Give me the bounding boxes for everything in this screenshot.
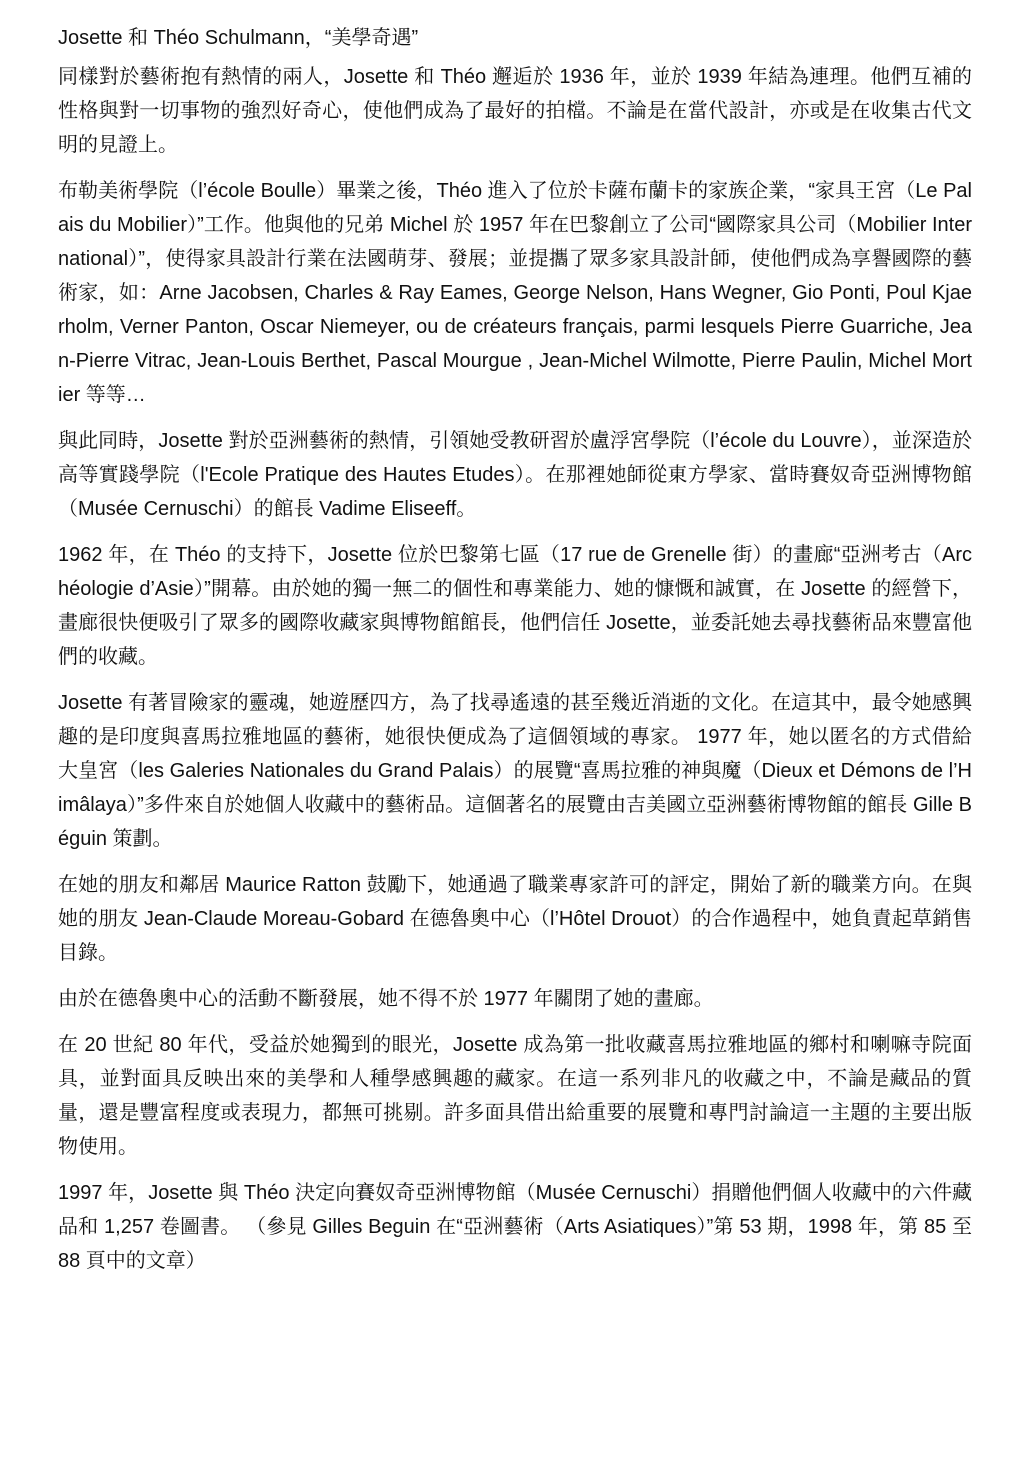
document-body [58, 20, 972, 1290]
paragraph-donation: 1997 年，Josette 與 Théo 決定向賽奴奇亞洲博物館（Musée Cernuschi）捐贈他們個人收藏中的六件藏品和 1,257 卷圖書。 （參見 Gilles Beguin 在“亞洲藝術（Arts Asiatiques）”第 53 期，1998 年，第 85 至 88 頁中的文章） [58, 1182, 972, 1272]
paragraph-josette-studies: 與此同時，Josette 對於亞洲藝術的熱情，引領她受教研習於盧浮宮學院（l’école du Louvre），並深造於高等實踐學院（l'Ecole Pratique des Hautes Etudes）。在那裡她師從東方學家、當時賽奴奇亞洲博物館（Musée Cernuschi）的館長 Vadime Eliseeff。 [58, 430, 972, 520]
paragraph-gallery-opening: 1962 年，在 Théo 的支持下，Josette 位於巴黎第七區（17 rue de Grenelle 街）的畫廊“亞洲考古（Archéologie d’Asie）”開幕。由於她的獨一無二的個性和專業能力、她的慷慨和誠實，在 Josette 的經營下，畫廊很快便吸引了眾多的國際收藏家與博物館館長，他們信任 Josette，並委託她去尋找藝術品來豐富他們的收藏。 [58, 544, 972, 668]
paragraph-theo-career: 布勒美術學院（l’école Boulle）畢業之後，Théo 進入了位於卡薩布蘭卡的家族企業，“家具王宮（Le Palais du Mobilier）”工作。他與他的兄弟 Michel 於 1957 年在巴黎創立了公司“國際家具公司（Mobilier International）”，使得家具設計行業在法國萌芽、發展；並提攜了眾多家具設計師，使他們成為享譽國際的藝術家，如：Arne Jacobsen, Charles & Ray Eames, George Nelson, Hans Wegner, Gio Ponti, Poul Kjaerholm, Verner Panton, Oscar Niemeyer, ou de créateurs français, parmi lesquels Pierre Guarriche, Jean-Pierre Vitrac, Jean-Louis Berthet, Pascal Mourgue , Jean-Michel Wilmotte, Pierre Paulin, Michel Mortier 等等… [58, 180, 972, 406]
document-title: Josette 和 Théo Schulmann，“美學奇遇” [58, 27, 419, 49]
paragraph-himalaya-expertise: Josette 有著冒險家的靈魂，她遊歷四方，為了找尋遙遠的甚至幾近消逝的文化。在這其中，最令她感興趣的是印度與喜馬拉雅地區的藝術，她很快便成為了這個領域的專家。 1977 年，她以匿名的方式借給大皇宮（les Galeries Nationales du Grand Palais）的展覽“喜馬拉雅的神與魔（Dieux et Démons de l’Himâlaya）”多件來自於她個人收藏中的藝術品。這個著名的展覽由吉美國立亞洲藝術博物館的館長 Gille Béguin 策劃。 [58, 692, 972, 850]
paragraph-mask-collection: 在 20 世紀 80 年代，受益於她獨到的眼光，Josette 成為第一批收藏喜馬拉雅地區的鄉村和喇嘛寺院面具，並對面具反映出來的美學和人種學感興趣的藏家。在這一系列非凡的收藏之中，不論是藏品的質量，還是豐富程度或表現力，都無可挑剔。許多面具借出給重要的展覽和專門討論這一主題的主要出版物使用。 [58, 1034, 972, 1158]
paragraph-gallery-closing: 由於在德魯奧中心的活動不斷發展，她不得不於 1977 年關閉了她的畫廊。 [58, 988, 714, 1010]
paragraph-expert-career: 在她的朋友和鄰居 Maurice Ratton 鼓勵下，她通過了職業專家許可的評定，開始了新的職業方向。在與她的朋友 Jean-Claude Moreau-Gobard 在德魯奧中心（l’Hôtel Drouot）的合作過程中，她負責起草銷售目錄。 [58, 874, 972, 964]
paragraph-meeting: 同樣對於藝術抱有熱情的兩人，Josette 和 Théo 邂逅於 1936 年，並於 1939 年結為連理。他們互補的性格與對一切事物的強烈好奇心，使他們成為了最好的拍檔。不論是在當代設計，亦或是在收集古代文明的見證上。 [58, 66, 972, 156]
